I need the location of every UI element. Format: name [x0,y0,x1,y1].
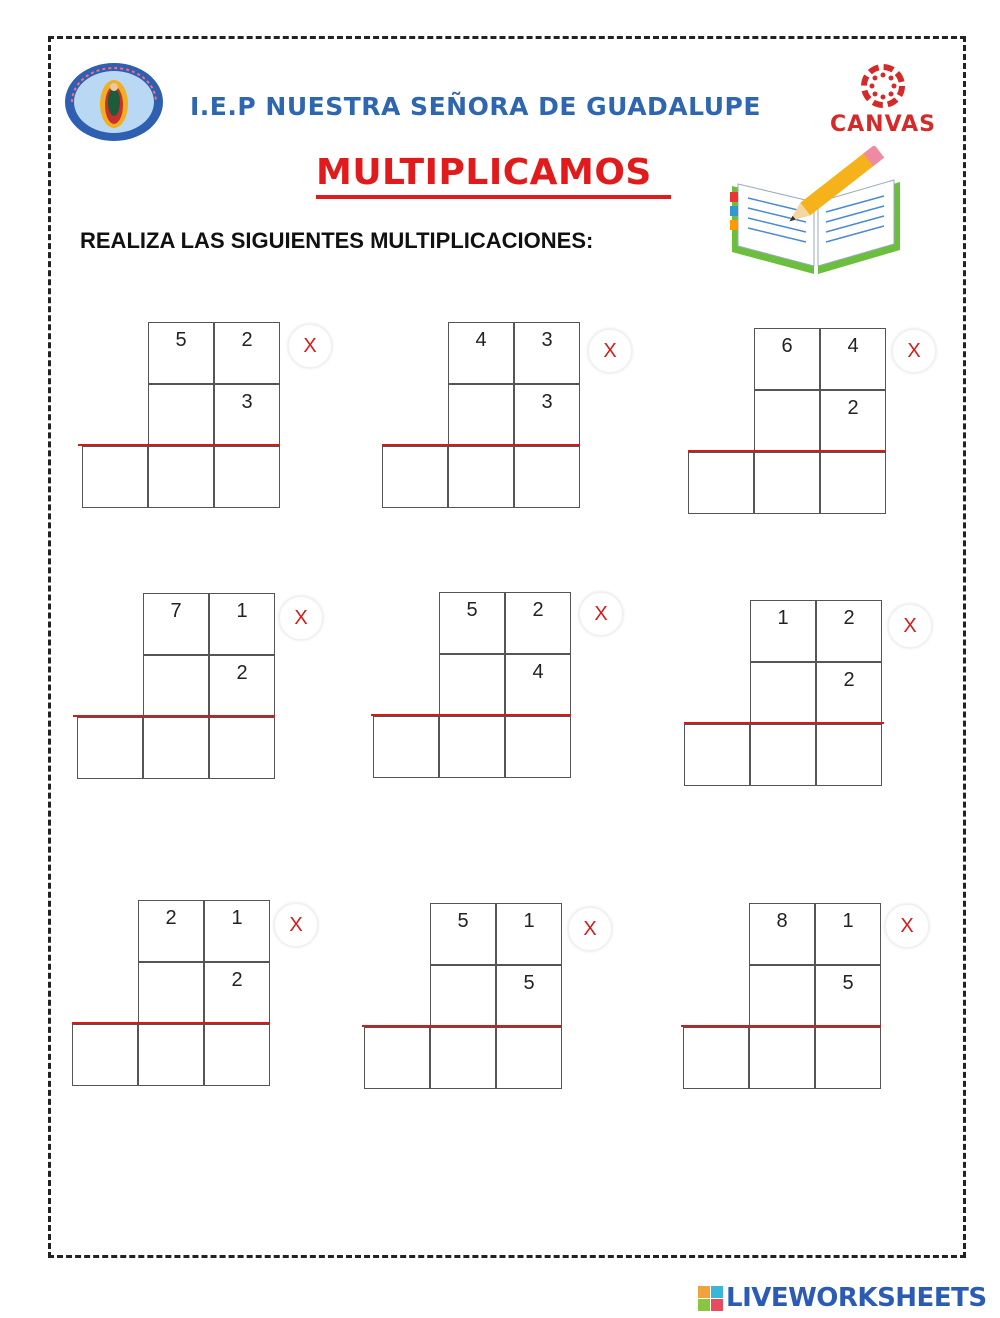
answer-tens-box[interactable] [143,717,209,779]
answer-hundreds-box[interactable] [77,717,143,779]
tens-digit: 7 [143,593,209,655]
title-underline [316,195,671,199]
answer-tens-box[interactable] [750,724,816,786]
tens-digit: 6 [754,328,820,390]
answer-tens-box[interactable] [754,452,820,514]
answer-ones-box[interactable] [204,1024,270,1086]
multiplier-digit: 2 [204,962,270,1024]
ones-digit: 1 [209,593,275,655]
ones-digit: 4 [820,328,886,390]
answer-ones-box[interactable] [820,452,886,514]
answer-tens-box[interactable] [749,1027,815,1089]
tens-digit: 4 [448,322,514,384]
close-button[interactable]: X [579,592,623,636]
multiplier-digit: 3 [214,384,280,446]
problem-5 [373,592,608,782]
empty-cell [143,655,209,717]
ones-digit: 2 [505,592,571,654]
answer-tens-box[interactable] [138,1024,204,1086]
tens-digit: 2 [138,900,204,962]
school-name: I.E.P NUESTRA SEÑORA DE GUADALUPE [190,92,761,121]
answer-hundreds-box[interactable] [688,452,754,514]
liveworksheets-icon [698,1286,723,1311]
answer-tens-box[interactable] [148,446,214,508]
canvas-icon [828,64,938,112]
close-button[interactable]: X [588,329,632,373]
answer-hundreds-box[interactable] [82,446,148,508]
problem-1 [82,322,317,512]
close-button[interactable]: X [885,904,929,948]
tens-digit: 5 [148,322,214,384]
answer-hundreds-box[interactable] [364,1027,430,1089]
empty-cell [148,384,214,446]
empty-cell [439,654,505,716]
problem-9 [683,903,914,1093]
empty-cell [448,384,514,446]
multiplier-digit: 5 [815,965,881,1027]
close-button[interactable]: X [279,596,323,640]
answer-hundreds-box[interactable] [373,716,439,778]
answer-ones-box[interactable] [505,716,571,778]
answer-hundreds-box[interactable] [684,724,750,786]
empty-cell [749,965,815,1027]
tens-digit: 5 [430,903,496,965]
ones-digit: 3 [514,322,580,384]
page-title: MULTIPLICAMOS [316,152,652,193]
problem-6 [684,600,917,790]
multiplier-digit: 4 [505,654,571,716]
ones-digit: 2 [214,322,280,384]
empty-cell [430,965,496,1027]
problem-7 [72,900,303,1090]
multiplier-digit: 2 [820,390,886,452]
multiplier-digit: 2 [209,655,275,717]
multiplier-digit: 3 [514,384,580,446]
problem-4 [77,593,308,783]
close-button[interactable]: X [568,907,612,951]
close-button[interactable]: X [274,903,318,947]
ones-digit: 1 [496,903,562,965]
answer-ones-box[interactable] [815,1027,881,1089]
multiplier-digit: 5 [496,965,562,1027]
ones-digit: 2 [816,600,882,662]
answer-ones-box[interactable] [514,446,580,508]
close-button[interactable]: X [288,324,332,368]
multiplier-digit: 2 [816,662,882,724]
answer-ones-box[interactable] [816,724,882,786]
close-button[interactable]: X [888,604,932,648]
answer-tens-box[interactable] [430,1027,496,1089]
book-pencil-icon [728,146,904,276]
answer-ones-box[interactable] [496,1027,562,1089]
answer-tens-box[interactable] [448,446,514,508]
instruction-text: REALIZA LAS SIGUIENTES MULTIPLICACIONES: [80,228,594,253]
answer-tens-box[interactable] [439,716,505,778]
empty-cell [138,962,204,1024]
empty-cell [750,662,816,724]
canvas-logo [828,64,938,138]
answer-ones-box[interactable] [214,446,280,508]
answer-hundreds-box[interactable] [382,446,448,508]
tens-digit: 5 [439,592,505,654]
problem-2 [382,322,617,512]
ones-digit: 1 [815,903,881,965]
ones-digit: 1 [204,900,270,962]
tens-digit: 1 [750,600,816,662]
problem-8 [364,903,597,1093]
answer-hundreds-box[interactable] [72,1024,138,1086]
problem-3 [688,328,921,518]
answer-ones-box[interactable] [209,717,275,779]
liveworksheets-label: LIVEWORKSHEETS [726,1283,987,1313]
empty-cell [754,390,820,452]
tens-digit: 8 [749,903,815,965]
liveworksheets-brand[interactable] [698,1283,987,1313]
school-logo [64,62,164,142]
answer-hundreds-box[interactable] [683,1027,749,1089]
canvas-label: CANVAS [830,112,936,137]
close-button[interactable]: X [892,329,936,373]
